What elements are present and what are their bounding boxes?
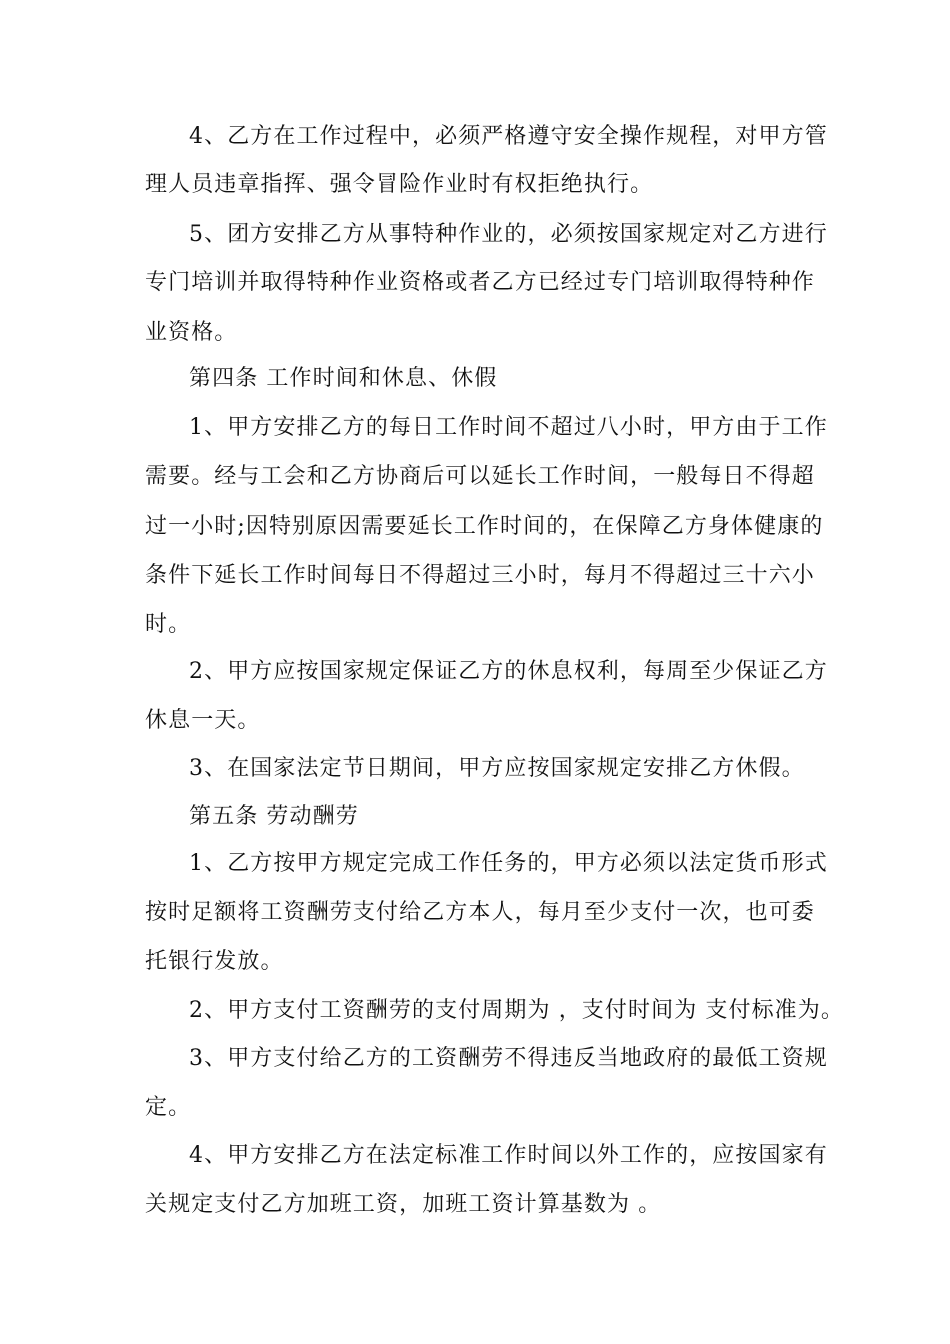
paragraph-line: 2、甲方应按国家规定保证乙方的休息权利，每周至少保证乙方 (189, 659, 828, 684)
paragraph-line: 理人员违章指挥、强令冒险作业时有权拒绝执行。 (145, 172, 654, 197)
paragraph-line: 按时足额将工资酬劳支付给乙方本人，每月至少支付一次，也可委 (145, 900, 815, 925)
section-heading: 第四条 工作时间和休息、休假 (189, 366, 498, 391)
paragraph-line: 托银行发放。 (145, 949, 284, 974)
paragraph-line: 业资格。 (145, 320, 238, 345)
paragraph-line: 专门培训并取得特种作业资格或者乙方已经过专门培训取得特种作 (145, 270, 815, 295)
paragraph-line: 关规定支付乙方加班工资，加班工资计算基数为 。 (145, 1192, 662, 1217)
paragraph-line: 4、甲方安排乙方在法定标准工作时间以外工作的，应按国家有 (189, 1143, 828, 1168)
paragraph-line: 1、乙方按甲方规定完成工作任务的，甲方必须以法定货币形式 (189, 851, 828, 876)
paragraph-line: 条件下延长工作时间每日不得超过三小时，每月不得超过三十六小 (145, 563, 815, 588)
paragraph-line: 休息一天。 (145, 708, 261, 733)
paragraph-line: 3、在国家法定节日期间，甲方应按国家规定安排乙方休假。 (189, 756, 805, 781)
section-heading: 第五条 劳动酬劳 (189, 804, 359, 829)
paragraph-line: 1、甲方安排乙方的每日工作时间不超过八小时，甲方由于工作 (189, 415, 828, 440)
paragraph-line: 需要。经与工会和乙方协商后可以延长工作时间，一般每日不得超 (145, 464, 815, 489)
paragraph-line: 5、团方安排乙方从事特种作业的，必须按国家规定对乙方进行 (189, 222, 828, 247)
paragraph-line: 时。 (145, 612, 192, 637)
paragraph-line: 3、甲方支付给乙方的工资酬劳不得违反当地政府的最低工资规 (189, 1046, 828, 1071)
paragraph-line: 2、甲方支付工资酬劳的支付周期为 ，支付时间为 支付标准为。 (189, 998, 844, 1023)
paragraph-line: 过一小时;因特别原因需要延长工作时间的，在保障乙方身体健康的 (145, 514, 824, 539)
paragraph-line: 定。 (145, 1095, 192, 1120)
paragraph-line: 4、乙方在工作过程中，必须严格遵守安全操作规程，对甲方管 (189, 124, 828, 149)
